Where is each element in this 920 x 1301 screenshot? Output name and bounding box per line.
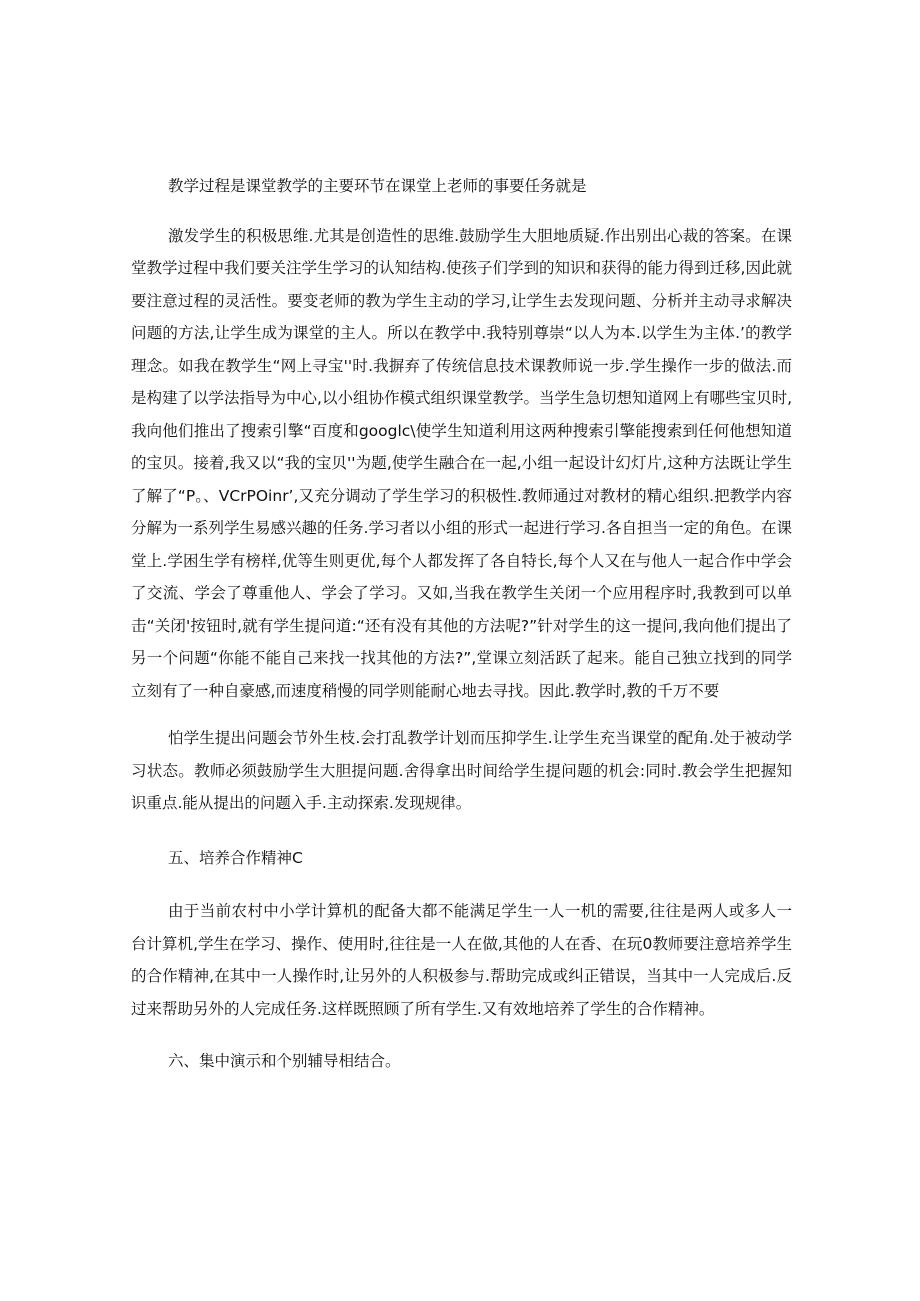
paragraph-body-continued: 怕学生提出问题会节外生枝.会打乱教学计划而压抑学生.让学生充当课堂的配角.处于被动学习状态。教师必须鼓励学生大胆提问题.舍得拿出时间给学生提问题的机会:同时.教会学生把握知识重点.能从提出的问题入手.主动探索.发现规律。 bbox=[131, 729, 792, 812]
section-heading-five: 五、培养合作精神C bbox=[168, 848, 303, 867]
paragraph-cooperation: 由于当前农村中小学计算机的配备大都不能满足学生一人一机的需要,往往是两人或多人一台计算机,学生在学习、操作、使用时,往往是一人在做,其他的人在香、在玩0教师要注意培养学生的合作精神,在其中一人操作时,让另外的人积极参与.帮助完成或纠正错误，当其中一人完成后.反过来帮助另外的人完成任务.这样既照顾了所有学生.又有效地培养了学生的合作精神。 bbox=[131, 902, 792, 1018]
paragraph-body-main: 激发学生的积极思维.尤其是创造性的思维.鼓励学生大胆地质疑.作出别出心裁的答案。在课堂教学过程中我们要关注学生学习的认知结构.使孩子们学到的知识和获得的能力得到迁移,因此就要注意过程的灵活性。要变老师的教为学生主动的学习,让学生去发现问题、分析并主动寻求解决问题的方法,让学生成为课堂的主人。所以在教学中.我特别尊崇“以人为本.以学生为主体.’的教学理念。如我在教学生“网上寻宝''时.我摒弃了传统信息技术课教师说一步.学生操作一步的做法.而是构建了以学法指导为中心,以小组协作模式组织课堂教学。当学生急切想知道网上有哪些宝贝时,我向他们推出了搜索引擎“百度和googlc\使学生知道利用这两种搜索引擎能搜索到任何他想知道的宝贝。接着,我又以“我的宝贝''为题,使学生融合在一起,小组一起设计幻灯片,这种方法既让学生了解了“P。、VCrPOinr’,又充分调动了学生学习的积极性.教师通过对教材的精心组织.把教学内容分解为一系列学生易感兴趣的任务.学习者以小组的形式一起进行学习.各自担当一定的角色。在课堂上.学困生学有榜样,优等生则更优,每个人都发挥了各自特长,每个人又在与他人一起合作中学会了交流、学会了尊重他人、学会了学习。又如,当我在教学生关闭一个应用程序时,我教到可以单击“关闭'按钮时,就有学生提问道:“还有没有其他的方法呢?”针对学生的这一提问,我向他们提出了另一个问题“你能不能自己来找一找其他的方法?”,堂课立刻活跃了起来。能自己独立找到的同学立刻有了一种自豪感,而速度稍慢的同学则能耐心地去寻找。因此.教学时,教的千万不要 bbox=[131, 226, 792, 700]
section-heading-six: 六、集中演示和个别辅导相结合。 bbox=[168, 1052, 401, 1070]
paragraph-intro: 教学过程是课堂教学的主要环节在课堂上老师的事要任务就是 bbox=[168, 177, 587, 195]
